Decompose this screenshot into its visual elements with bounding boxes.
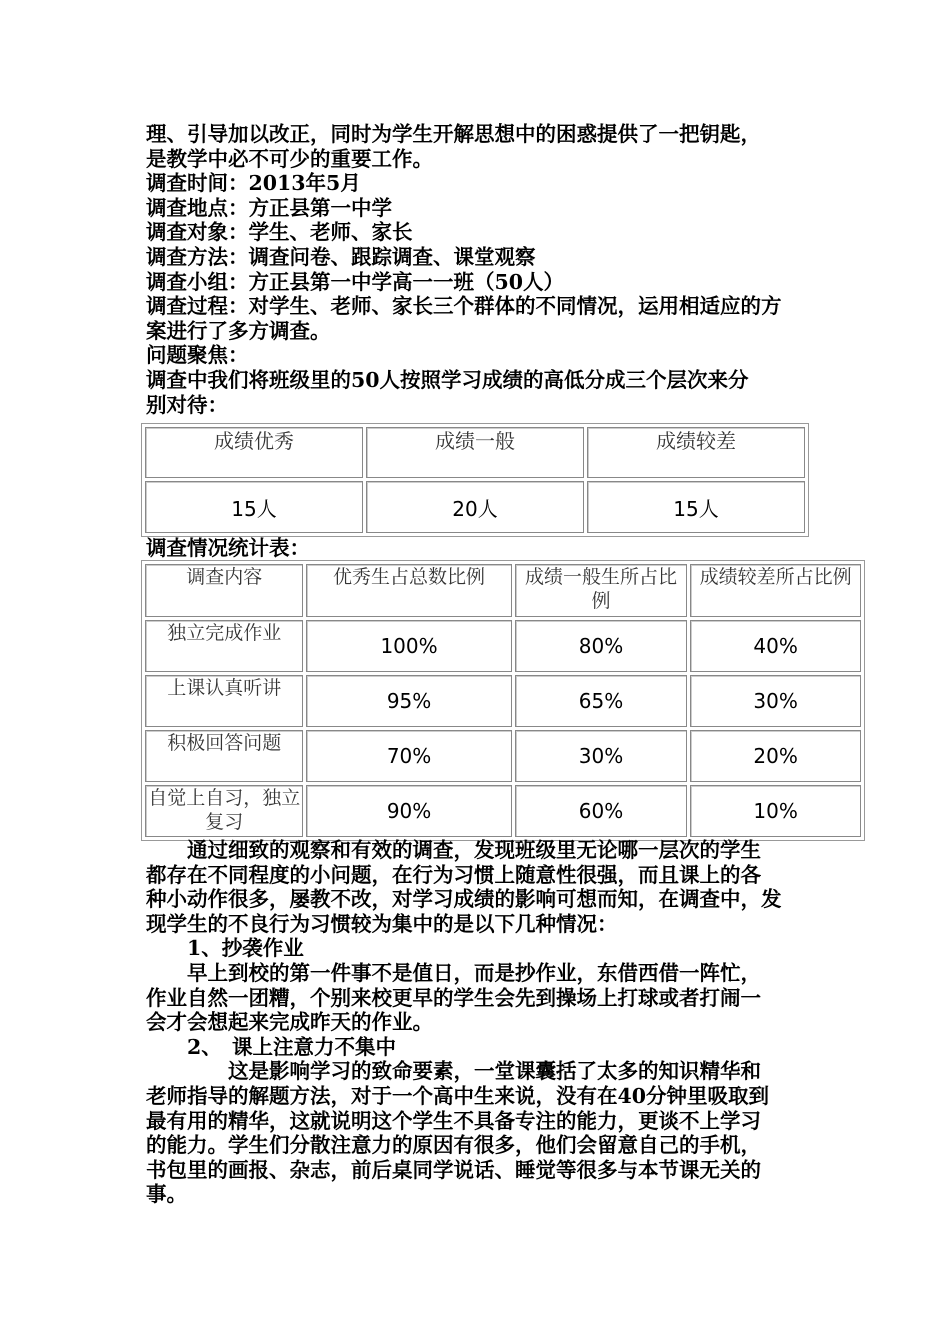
survey-process: 案进行了多方调查。 (146, 318, 331, 343)
paragraph-line: 种小动作很多，屡教不改，对学习成绩的影响可想而知，在调查中，发 (146, 887, 782, 912)
table-cell: 30% (690, 675, 861, 727)
table-cell (145, 481, 363, 533)
table-cell (366, 481, 584, 533)
paragraph-line: 老师指导的解题方法，对于一个高中生来说，没有在40分钟里吸取到 (146, 1083, 770, 1108)
table-cell: 70% (306, 730, 511, 782)
table-cell: 自觉上自习，独立复习 (145, 785, 303, 837)
paragraph-line: 现学生的不良行为习惯较为集中的是以下几种情况： (146, 911, 618, 936)
intro-line: 是教学中必不可少的重要工作。 (146, 146, 433, 171)
table-cell: 40% (690, 620, 861, 672)
table-row (145, 675, 861, 727)
table-cell: 65% (515, 675, 688, 727)
table-header-cell: 成绩优秀 (145, 427, 363, 478)
paragraph-line: 书包里的画报、杂志，前后桌同学说话、睡觉等很多与本节课无关的 (146, 1157, 761, 1182)
table-cell: 积极回答问题 (145, 730, 303, 782)
body-text (146, 838, 816, 1207)
table-header-cell: 成绩较差所占比例 (690, 564, 861, 617)
section-heading: 1、抄袭作业 (187, 936, 304, 961)
intro-line: 理、引导加以改正，同时为学生开解思想中的困惑提供了一把钥匙， (146, 122, 761, 146)
table-cell: 90% (306, 785, 511, 837)
survey-time: 调查时间：2013年5月 (146, 171, 361, 196)
table-row (145, 730, 861, 782)
table-cell: 独立完成作业 (145, 620, 303, 672)
paragraph-line: 通过细致的观察和有效的调查，发现班级里无论哪一层次的学生 (187, 838, 761, 862)
problem-focus-heading: 问题聚焦： (146, 343, 249, 368)
paragraph-line: 会才会想起来完成昨天的作业。 (146, 1010, 433, 1035)
grouping-description: 别对待： (146, 392, 228, 417)
table-row (145, 620, 861, 672)
table-header-cell: 成绩一般 (366, 427, 584, 478)
stats-table-title: 调查情况统计表： (146, 536, 310, 560)
table-cell: 60% (515, 785, 688, 837)
paragraph-line: 这是影响学习的致命要素，一堂课囊括了太多的知识精华和 (228, 1059, 761, 1084)
paragraph-line: 最有用的精华，这就说明这个学生不具备专注的能力，更谈不上学习 (146, 1108, 761, 1133)
student-count: 20人 (452, 497, 498, 521)
paragraph-line: 都存在不同程度的小问题，在行为习惯上随意性很强，而且课上的各 (146, 862, 761, 887)
paragraph-line: 早上到校的第一件事不是值日，而是抄作业，东借西借一阵忙， (187, 960, 761, 985)
survey-stats-table (141, 560, 865, 841)
table-header-cell: 优秀生占总数比例 (306, 564, 511, 617)
table-row (145, 427, 805, 478)
student-count: 15人 (231, 497, 277, 521)
table-cell: 80% (515, 620, 688, 672)
table-header-cell: 成绩一般生所占比例 (515, 564, 688, 617)
table-cell: 95% (306, 675, 511, 727)
table-cell: 100% (306, 620, 511, 672)
section-heading: 2、 课上注意力不集中 (187, 1034, 397, 1059)
table-cell: 20% (690, 730, 861, 782)
table-row (145, 564, 861, 617)
paragraph-line: 的能力。学生们分散注意力的原因有很多，他们会留意自己的手机， (146, 1133, 761, 1158)
grouping-description: 调查中我们将班级里的50人按照学习成绩的高低分成三个层次来分 (146, 367, 749, 392)
grade-level-table (141, 423, 809, 537)
table-cell: 30% (515, 730, 688, 782)
paragraph-line: 作业自然一团糟，个别来校更早的学生会先到操场上打球或者打闹一 (146, 985, 761, 1010)
table-cell (587, 481, 805, 533)
table-row (145, 481, 805, 533)
table-row (145, 785, 861, 837)
table-cell: 10% (690, 785, 861, 837)
survey-group: 调查小组：方正县第一中学高一一班（50人） (146, 269, 565, 294)
survey-method: 调查方法：调查问卷、跟踪调查、课堂观察 (146, 244, 536, 269)
survey-process: 调查过程：对学生、老师、家长三个群体的不同情况，运用相适应的方 (146, 294, 782, 319)
table-header-cell: 调查内容 (145, 564, 303, 617)
intro-block (146, 122, 816, 417)
survey-target: 调查对象：学生、老师、家长 (146, 220, 413, 245)
table-header-cell: 成绩较差 (587, 427, 805, 478)
student-count: 15人 (673, 497, 719, 521)
table-cell: 上课认真听讲 (145, 675, 303, 727)
survey-place: 调查地点：方正县第一中学 (146, 195, 392, 220)
paragraph-line: 事。 (146, 1182, 187, 1207)
